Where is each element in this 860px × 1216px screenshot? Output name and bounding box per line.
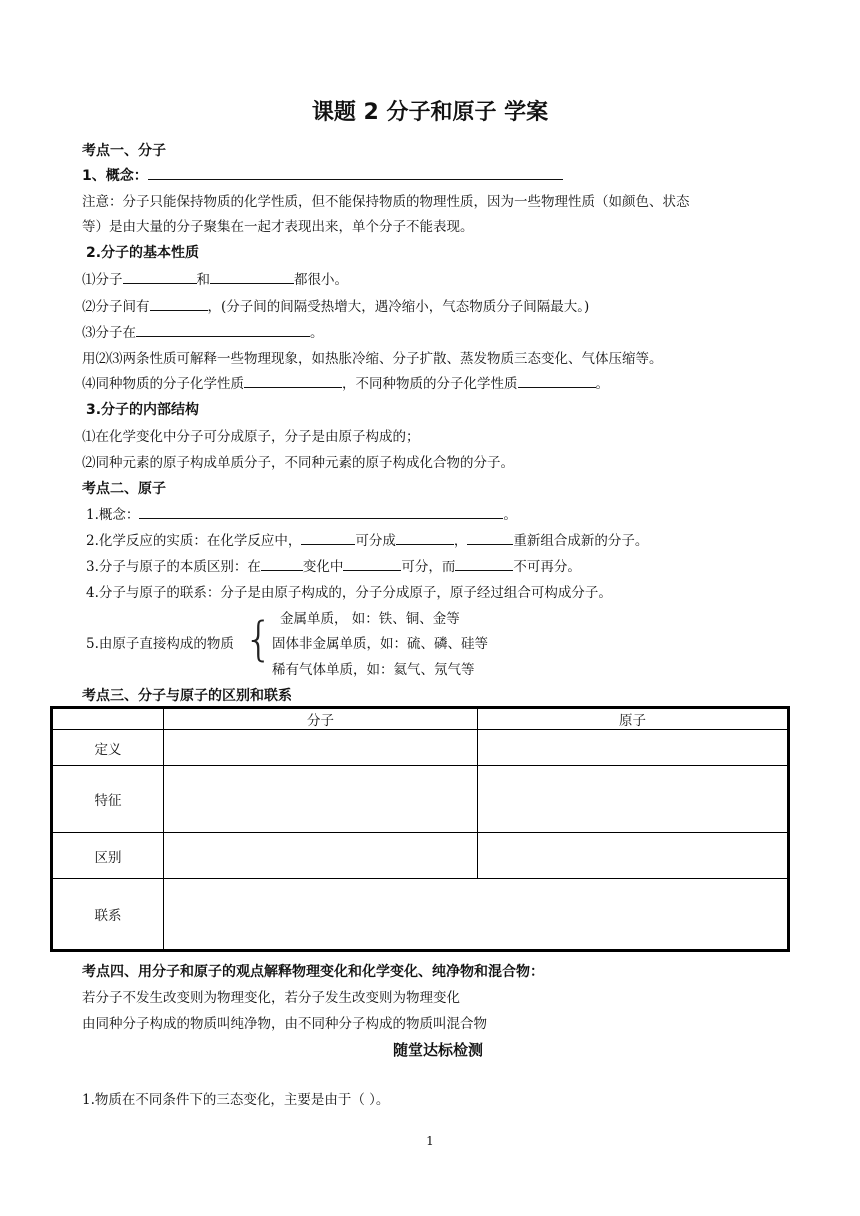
property-1-a: ⑴分子	[82, 272, 123, 288]
property-4	[82, 372, 609, 392]
atom-concept-label: 1.概念：	[86, 507, 140, 523]
blank-r1[interactable]	[301, 530, 355, 545]
direct-atom-substances: 5.由原子直接构成的物质	[86, 636, 234, 652]
property-1-b: 和	[196, 272, 210, 288]
cell-feature-atom[interactable]	[478, 766, 789, 833]
section-1-heading: 考点一、分子	[82, 143, 166, 159]
table-header-row	[52, 708, 789, 730]
note-line-1: 注意：分子只能保持物质的化学性质，但不能保持物质的物理性质，因为一些物理性质（如颜色、状态	[82, 194, 690, 210]
relation-line: 4.分子与原子的联系：分子是由原子构成的，分子分成原子，原子经过组合可构成分子。	[86, 585, 612, 601]
property-2-b: ，(分子间的间隔受热增大，遇冷缩小，气态物质分子间隔最大。)	[207, 299, 590, 315]
cell-difference-atom[interactable]	[478, 833, 789, 879]
note-line-2: 等）是由大量的分子聚集在一起才表现出来，单个分子不能表现。	[82, 219, 474, 235]
property-4-b: ，不同种物质的分子化学性质	[342, 376, 518, 392]
brace-item-3: 稀有气体单质，如：氦气、氖气等	[272, 662, 475, 678]
cell-definition-molecule[interactable]	[164, 730, 478, 766]
diff-b: 变化中	[302, 559, 344, 575]
section-4-line-1: 若分子不发生改变则为物理变化，若分子发生改变则为物理变化	[82, 990, 460, 1006]
property-1-c: 都很小。	[294, 272, 348, 288]
row-label-difference: 区别	[52, 833, 164, 879]
blank-p1-2[interactable]	[210, 269, 294, 284]
brace-item-2: 固体非金属单质，如：硫、磷、硅等	[272, 636, 488, 652]
page-number: 1	[426, 1134, 434, 1148]
page-title: 课题 2 分子和原子 学案	[311, 100, 549, 125]
comparison-table	[50, 706, 790, 952]
section-4-heading: 考点四、用分子和原子的观点解释物理变化和化学变化、纯净物和混合物：	[82, 964, 544, 980]
row-label-feature: 特征	[52, 766, 164, 833]
cell-relation[interactable]	[164, 879, 789, 951]
structure-2: ⑵同种元素的原子构成单质分子，不同种元素的原子构成化合物的分子。	[82, 455, 514, 471]
table-row	[52, 766, 789, 833]
diff-a: 3.分子与原子的本质区别：在	[86, 559, 261, 575]
brace-item-1: 金属单质， 如：铁、铜、金等	[280, 611, 460, 627]
table-row	[52, 730, 789, 766]
section-4-line-2: 由同种分子构成的物质叫纯净物，由不同种分子构成的物质叫混合物	[82, 1016, 487, 1032]
diff-d: 不可再分。	[513, 559, 581, 575]
blank-p4-2[interactable]	[518, 373, 596, 388]
reaction-c: ，	[453, 533, 468, 549]
property-3-a: ⑶分子在	[82, 325, 136, 341]
quiz-heading: 随堂达标检测	[392, 1041, 483, 1059]
quiz-question-1: 1.物质在不同条件下的三态变化，主要是由于（ ）。	[82, 1092, 390, 1108]
atom-concept-blank[interactable]	[139, 504, 503, 519]
property-3-b: 。	[310, 325, 324, 341]
row-label-relation: 联系	[52, 879, 164, 951]
blank-p1-1[interactable]	[123, 269, 197, 284]
property-4-c: 。	[595, 376, 609, 392]
property-1	[82, 268, 348, 288]
concept-line	[82, 165, 563, 185]
blank-p2[interactable]	[150, 296, 208, 311]
cell-feature-molecule[interactable]	[164, 766, 478, 833]
table-row	[52, 833, 789, 879]
blank-d2[interactable]	[343, 556, 401, 571]
blank-d3[interactable]	[455, 556, 513, 571]
structure-1: ⑴在化学变化中分子可分成原子，分子是由原子构成的；	[82, 429, 420, 445]
use-note: 用⑵⑶两条性质可解释一些物理现象，如热胀冷缩、分子扩散、蒸发物质三态变化、气体压缩等。	[82, 351, 663, 367]
concept-blank[interactable]	[148, 165, 563, 180]
property-2-a: ⑵分子间有	[82, 299, 150, 315]
col-header-molecule: 分子	[164, 708, 478, 730]
essential-difference	[86, 555, 581, 575]
property-2	[82, 295, 589, 315]
basic-properties-heading: 2.分子的基本性质	[86, 245, 200, 261]
table-corner	[52, 708, 164, 730]
blank-p4-1[interactable]	[244, 373, 342, 388]
blank-d1[interactable]	[261, 556, 303, 571]
row-label-definition: 定义	[52, 730, 164, 766]
reaction-b: 可分成	[355, 533, 396, 549]
brace-symbol: {	[244, 612, 274, 666]
property-4-a: ⑷同种物质的分子化学性质	[82, 376, 244, 392]
section-3-heading: 考点三、分子与原子的区别和联系	[82, 688, 292, 704]
structure-heading: 3.分子的内部结构	[86, 402, 200, 418]
blank-r2[interactable]	[396, 530, 454, 545]
blank-r3[interactable]	[467, 530, 513, 545]
atom-concept	[86, 503, 517, 523]
section-2-heading: 考点二、原子	[82, 481, 166, 497]
reaction-a: 2.化学反应的实质：在化学反应中，	[86, 533, 302, 549]
table-row	[52, 879, 789, 951]
property-3	[82, 321, 324, 341]
col-header-atom: 原子	[478, 708, 789, 730]
atom-concept-end: 。	[503, 507, 517, 523]
concept-label: 1、概念：	[82, 168, 148, 184]
cell-difference-molecule[interactable]	[164, 833, 478, 879]
diff-c: 可分，而	[401, 559, 456, 575]
reaction-essence	[86, 529, 648, 549]
blank-p3[interactable]	[136, 322, 310, 337]
cell-definition-atom[interactable]	[478, 730, 789, 766]
reaction-d: 重新组合成新的分子。	[513, 533, 649, 549]
